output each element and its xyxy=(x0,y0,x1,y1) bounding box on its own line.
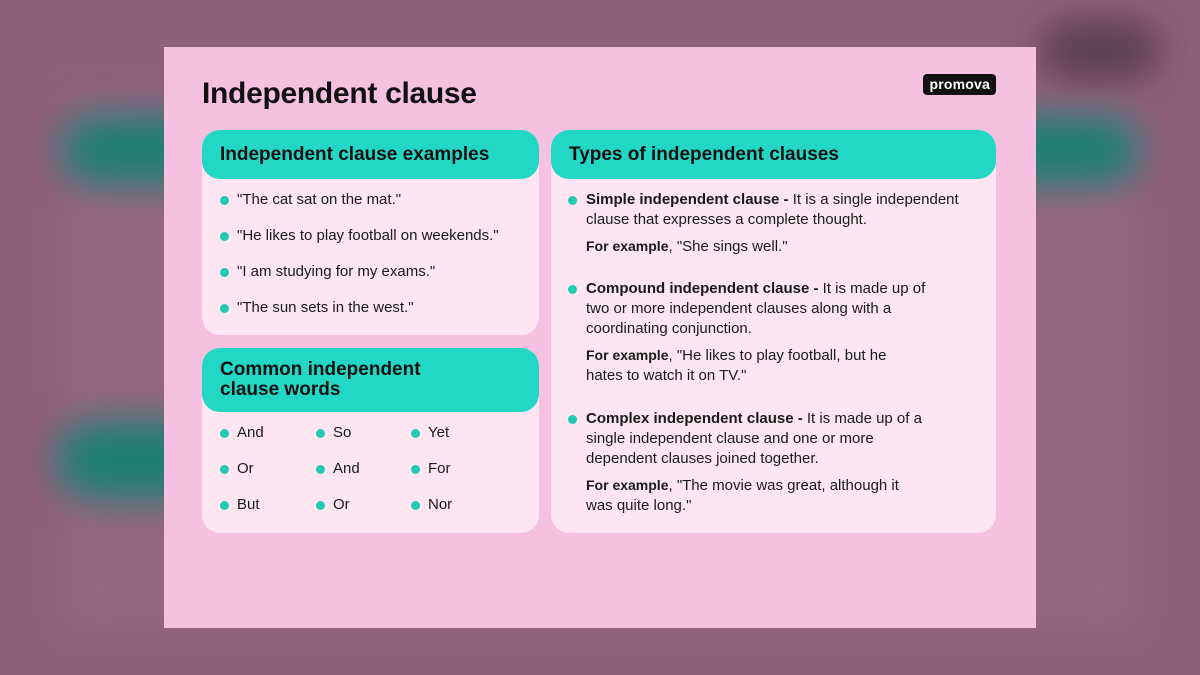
bullet-dot-icon xyxy=(411,465,420,474)
word-text: But xyxy=(237,496,260,513)
word-item xyxy=(411,495,452,515)
bullet-dot-icon xyxy=(411,429,420,438)
word-text: And xyxy=(333,460,360,477)
word-item xyxy=(220,495,260,515)
word-text: And xyxy=(237,424,264,441)
bullet-dot-icon xyxy=(220,501,229,510)
type-example xyxy=(586,475,901,516)
example-text: , "The movie was great, although it was quite long." xyxy=(586,477,899,514)
word-item xyxy=(316,459,360,479)
word-text: Yet xyxy=(428,424,450,441)
word-item xyxy=(220,459,254,479)
bullet-dot-icon xyxy=(568,415,577,424)
page-title: Independent clause xyxy=(202,77,477,110)
list-item xyxy=(220,190,401,210)
type-description xyxy=(586,279,931,339)
bullet-dot-icon xyxy=(220,268,229,277)
example-text: "I am studying for my exams." xyxy=(237,263,436,280)
word-item xyxy=(316,495,350,515)
type-description xyxy=(586,409,926,469)
bullet-dot-icon xyxy=(220,196,229,205)
type-name: Complex independent clause - xyxy=(586,410,803,427)
word-item xyxy=(411,423,449,443)
list-item xyxy=(220,226,499,246)
type-body xyxy=(586,279,968,386)
words-card xyxy=(202,348,539,533)
type-body xyxy=(586,190,968,257)
brand-logo: promova xyxy=(923,74,996,95)
word-item xyxy=(220,423,264,443)
list-item xyxy=(220,262,435,282)
type-desc: It is made up of a single independent clause and one or more dependent clauses joined together. xyxy=(586,410,922,467)
type-description xyxy=(586,190,968,230)
bullet-dot-icon xyxy=(316,429,325,438)
type-desc: It is made up of two or more independent clauses along with a coordinating conjunction. xyxy=(586,280,926,337)
words-heading-line2: clause words xyxy=(220,379,341,400)
examples-card xyxy=(202,130,539,335)
slide-card xyxy=(164,47,1036,628)
examples-heading: Independent clause examples xyxy=(202,130,539,179)
bullet-dot-icon xyxy=(316,501,325,510)
bullet-dot-icon xyxy=(220,304,229,313)
example-text: "The cat sat on the mat." xyxy=(237,191,402,208)
types-heading: Types of independent clauses xyxy=(551,130,996,179)
backdrop-shape xyxy=(1040,20,1160,80)
example-text: , "She sings well." xyxy=(668,238,788,255)
list-item xyxy=(568,279,968,386)
example-label: For example xyxy=(586,477,669,493)
type-desc: It is a single independent clause that expresses a complete thought. xyxy=(586,191,959,228)
type-example xyxy=(586,345,896,386)
word-text: Nor xyxy=(428,496,453,513)
types-card xyxy=(551,130,996,533)
list-item xyxy=(568,409,968,516)
bullet-dot-icon xyxy=(220,429,229,438)
words-heading xyxy=(202,348,539,412)
bullet-dot-icon xyxy=(220,232,229,241)
word-text: Or xyxy=(237,460,254,477)
example-text: "The sun sets in the west." xyxy=(237,299,414,316)
word-text: So xyxy=(333,424,352,441)
example-text: "He likes to play football on weekends." xyxy=(237,227,499,244)
type-name: Compound independent clause - xyxy=(586,280,819,297)
bullet-dot-icon xyxy=(568,196,577,205)
bullet-dot-icon xyxy=(568,285,577,294)
bullet-dot-icon xyxy=(220,465,229,474)
type-body xyxy=(586,409,968,516)
bullet-dot-icon xyxy=(316,465,325,474)
bullet-dot-icon xyxy=(411,501,420,510)
example-text: , "He likes to play football, but he hates to watch it on TV." xyxy=(586,347,887,384)
example-label: For example xyxy=(586,347,669,363)
list-item xyxy=(220,298,414,318)
type-name: Simple independent clause - xyxy=(586,191,789,208)
list-item xyxy=(568,190,968,257)
word-item xyxy=(316,423,351,443)
word-item xyxy=(411,459,451,479)
example-label: For example xyxy=(586,238,669,254)
words-heading-line1: Common independent xyxy=(220,359,421,380)
word-text: Or xyxy=(333,496,350,513)
word-text: For xyxy=(428,460,451,477)
type-example xyxy=(586,236,968,257)
